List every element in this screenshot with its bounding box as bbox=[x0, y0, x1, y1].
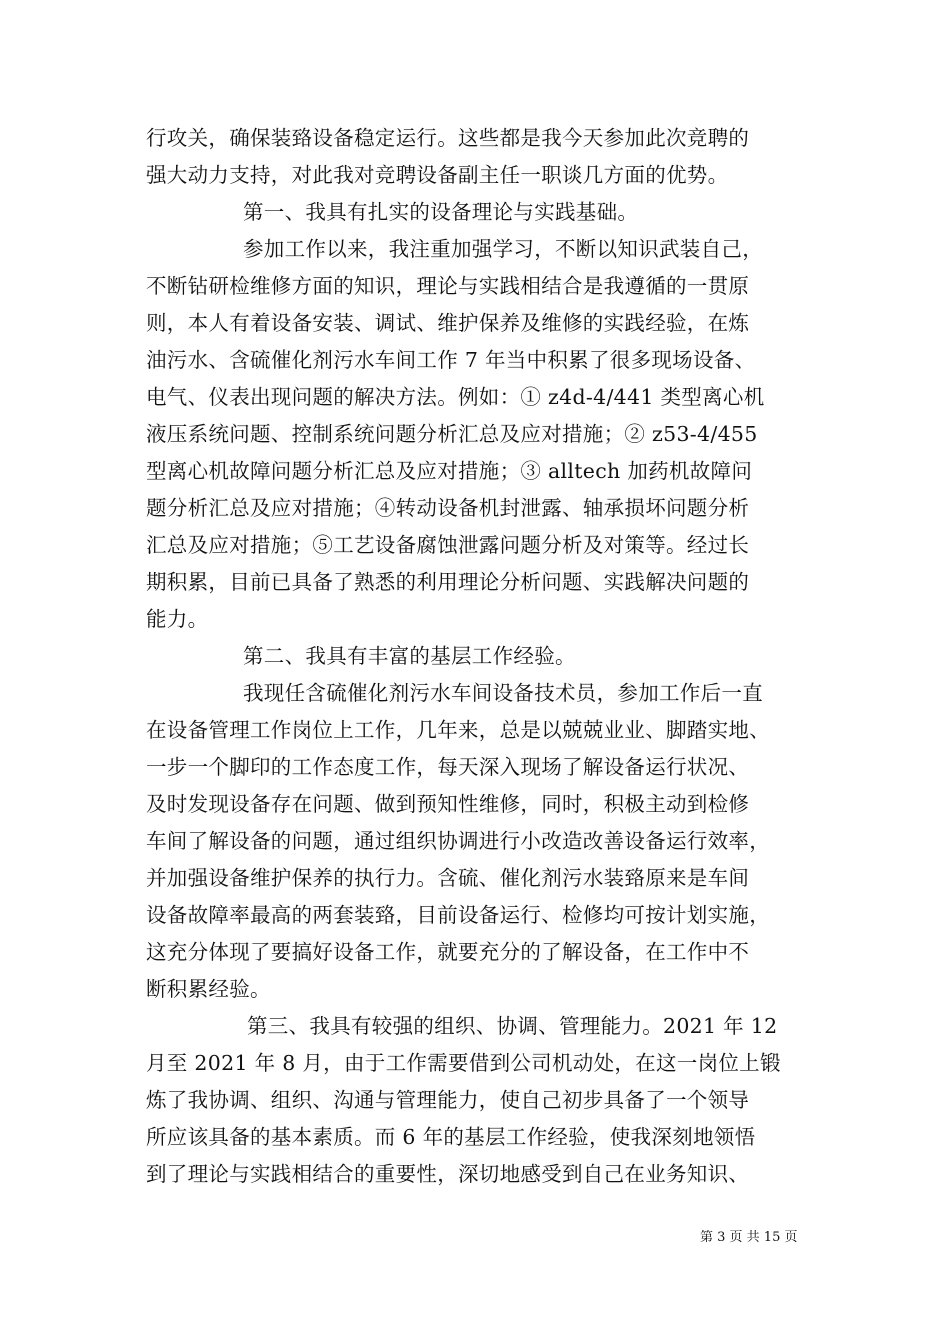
text-line: 断积累经验。 bbox=[146, 977, 271, 1001]
text-line: 车间了解设备的问题，通过组织协调进行小改造改善设备运行效率， bbox=[146, 829, 770, 853]
text-line: 题分析汇总及应对措施；④转动设备机封泄露、轴承损坏问题分析 bbox=[146, 496, 750, 520]
text-line: 所应该具备的基本素质。而 6 年的基层工作经验，使我深刻地领悟 bbox=[146, 1125, 756, 1149]
text-line: 参加工作以来，我注重加强学习，不断以知识武装自己， bbox=[243, 237, 763, 261]
text-line: 能力。 bbox=[146, 607, 209, 631]
text-line: 到了理论与实践相结合的重要性，深切地感受到自己在业务知识、 bbox=[146, 1162, 750, 1186]
text-line: 不断钻研检维修方面的知识，理论与实践相结合是我遵循的一贯原 bbox=[146, 274, 750, 298]
text-line: 液压系统问题、控制系统问题分析汇总及应对措施；② z53-4/455 bbox=[146, 422, 758, 446]
text-line: 设备故障率最高的两套装臵，目前设备运行、检修均可按计划实施， bbox=[146, 903, 770, 927]
heading-line: 第二、我具有丰富的基层工作经验。 bbox=[243, 644, 576, 668]
text-line: 期积累，目前已具备了熟悉的利用理论分析问题、实践解决问题的 bbox=[146, 570, 750, 594]
text-line: 强大动力支持，对此我对竞聘设备副主任一职谈几方面的优势。 bbox=[146, 163, 729, 187]
text-line: 一步一个脚印的工作态度工作，每天深入现场了解设备运行状况、 bbox=[146, 755, 750, 779]
heading-line: 第三、我具有较强的组织、协调、管理能力。2021 年 12 bbox=[247, 1014, 778, 1038]
text-line: 并加强设备维护保养的执行力。含硫、催化剂污水装臵原来是车间 bbox=[146, 866, 750, 890]
text-line: 行攻关，确保装臵设备稳定运行。这些都是我今天参加此次竞聘的 bbox=[146, 126, 750, 150]
heading-line: 第一、我具有扎实的设备理论与实践基础。 bbox=[243, 200, 639, 224]
text-line: 这充分体现了要搞好设备工作，就要充分的了解设备，在工作中不 bbox=[146, 940, 750, 964]
text-line: 电气、仪表出现问题的解决方法。例如：① z4d-4/441 类型离心机 bbox=[146, 385, 765, 409]
text-line: 油污水、含硫催化剂污水车间工作 7 年当中积累了很多现场设备、 bbox=[146, 348, 756, 372]
text-line: 型离心机故障问题分析汇总及应对措施；③ alltech 加药机故障问 bbox=[146, 459, 753, 483]
text-line: 我现任含硫催化剂污水车间设备技术员，参加工作后一直 bbox=[243, 681, 763, 705]
text-line: 月至 2021 年 8 月，由于工作需要借到公司机动处，在这一岗位上锻 bbox=[146, 1051, 781, 1075]
page-number: 第 3 页 共 15 页 bbox=[700, 1230, 798, 1245]
text-line: 炼了我协调、组织、沟通与管理能力，使自己初步具备了一个领导 bbox=[146, 1088, 750, 1112]
text-line: 则，本人有着设备安装、调试、维护保养及维修的实践经验，在炼 bbox=[146, 311, 750, 335]
text-line: 汇总及应对措施；⑤工艺设备腐蚀泄露问题分析及对策等。经过长 bbox=[146, 533, 750, 557]
text-line: 在设备管理工作岗位上工作，几年来，总是以兢兢业业、脚踏实地、 bbox=[146, 718, 770, 742]
text-line: 及时发现设备存在问题、做到预知性维修，同时，积极主动到检修 bbox=[146, 792, 750, 816]
